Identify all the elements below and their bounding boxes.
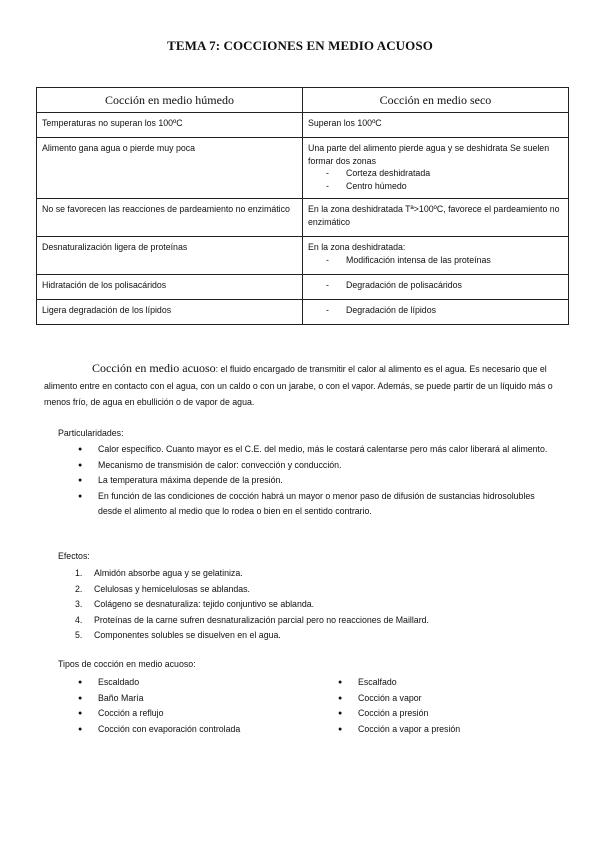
- header-medio-seco: Cocción en medio seco: [303, 88, 569, 113]
- intro-paragraph: [44, 360, 554, 411]
- table-cell: [303, 300, 569, 325]
- tipos-list-right: [338, 675, 558, 737]
- list-item: 4. Proteínas de la carne sufren desnaturalización parcial pero no reacciones de Maillard.: [75, 614, 429, 625]
- table-cell: Superan los 100ºC: [303, 113, 569, 138]
- table-cell: Desnaturalización ligera de proteínas: [37, 237, 303, 275]
- table-cell: Temperaturas no superan los 100ºC: [37, 113, 303, 138]
- page-title: TEMA 7: COCCIONES EN MEDIO ACUOSO: [167, 38, 433, 53]
- list-item: 5. Componentes solubles se disuelven en el agua.: [75, 630, 281, 640]
- table-row: [37, 113, 569, 138]
- table-row: [37, 199, 569, 237]
- list-item: ● Escaldado: [78, 675, 308, 691]
- table-cell: [303, 138, 569, 199]
- table-row: [37, 275, 569, 300]
- intro-text: : el fluido encargado de transmitir el calor al alimento es el agua. Es necesario que el alimento entre en contacto con el agua, con un caldo o con un jarabe, o con el vapor. Además, se puede partir de un líquido más o menos frío, de agua en ebullición o de vapor de agua.: [44, 364, 553, 407]
- table-cell: No se favorecen las reacciones de pardeamiento no enzimático: [37, 199, 303, 237]
- list-item: ● Mecanismo de transmisión de calor: convección y conducción.: [78, 458, 548, 474]
- table-header-row: [37, 88, 569, 113]
- list-item: ● Cocción a vapor: [338, 691, 558, 707]
- list-item: ● Escalfado: [338, 675, 558, 691]
- header-medio-humedo: Cocción en medio húmedo: [37, 88, 303, 113]
- dash-item: - Centro húmedo: [308, 180, 563, 193]
- list-item: ● Cocción con evaporación controlada: [78, 722, 308, 738]
- table-cell: Ligera degradación de los lípidos: [37, 300, 303, 325]
- dash-item: - Corteza deshidratada: [308, 167, 563, 180]
- list-item: ● Cocción a presión: [338, 706, 558, 722]
- cell-text: En la zona deshidratada:: [308, 242, 406, 252]
- dash-item: - Degradación de polisacáridos: [308, 279, 563, 292]
- list-item: 2. Celulosas y hemicelulosas se ablandas.: [75, 583, 250, 594]
- list-item: 3. Colágeno se desnaturaliza: tejido conjuntivo se ablanda.: [75, 599, 315, 609]
- efectos-list: [75, 566, 555, 644]
- tipos-list-left: [78, 675, 308, 737]
- dash-item: - Degradación de lípidos: [308, 304, 563, 317]
- list-item: ● En función de las condiciones de cocción habrá un mayor o menor paso de difusión de sustancias hidrosolubles desde el alimento al medio que lo rodea o bien en el sentido contrario.: [78, 489, 548, 520]
- list-item: ● Cocción a vapor a presión: [338, 722, 558, 738]
- table-row: [37, 300, 569, 325]
- tipos-label: Tipos de cocción en medio acuoso:: [58, 659, 196, 669]
- table-row: [37, 138, 569, 199]
- list-item: ● Cocción a reflujo: [78, 706, 308, 722]
- list-item: ● Baño María: [78, 691, 308, 707]
- particularidades-label: Particularidades:: [58, 428, 124, 438]
- cell-text: Una parte del alimento pierde agua y se deshidrata Se suelen formar dos zonas: [308, 143, 550, 166]
- table-cell: [303, 275, 569, 300]
- table-cell: Alimento gana agua o pierde muy poca: [37, 138, 303, 199]
- table-cell: En la zona deshidratada Tª>100ºC, favorece el pardeamiento no enzimático: [303, 199, 569, 237]
- table-row: [37, 237, 569, 275]
- comparison-table: [36, 87, 569, 325]
- intro-lead: Cocción en medio acuoso: [92, 361, 216, 375]
- list-item: ● La temperatura máxima depende de la presión.: [78, 473, 548, 489]
- list-item: ● Calor específico. Cuanto mayor es el C.E. del medio, más le costará calentarse pero más calor liberará al alimento.: [78, 442, 548, 458]
- particularidades-list: [78, 442, 548, 520]
- dash-item: - Modificación intensa de las proteínas: [308, 254, 563, 267]
- table-cell: Hidratación de los polisacáridos: [37, 275, 303, 300]
- list-item: 1. Almidón absorbe agua y se gelatiniza.: [75, 568, 243, 578]
- efectos-label: Efectos:: [58, 551, 90, 561]
- table-cell: [303, 237, 569, 275]
